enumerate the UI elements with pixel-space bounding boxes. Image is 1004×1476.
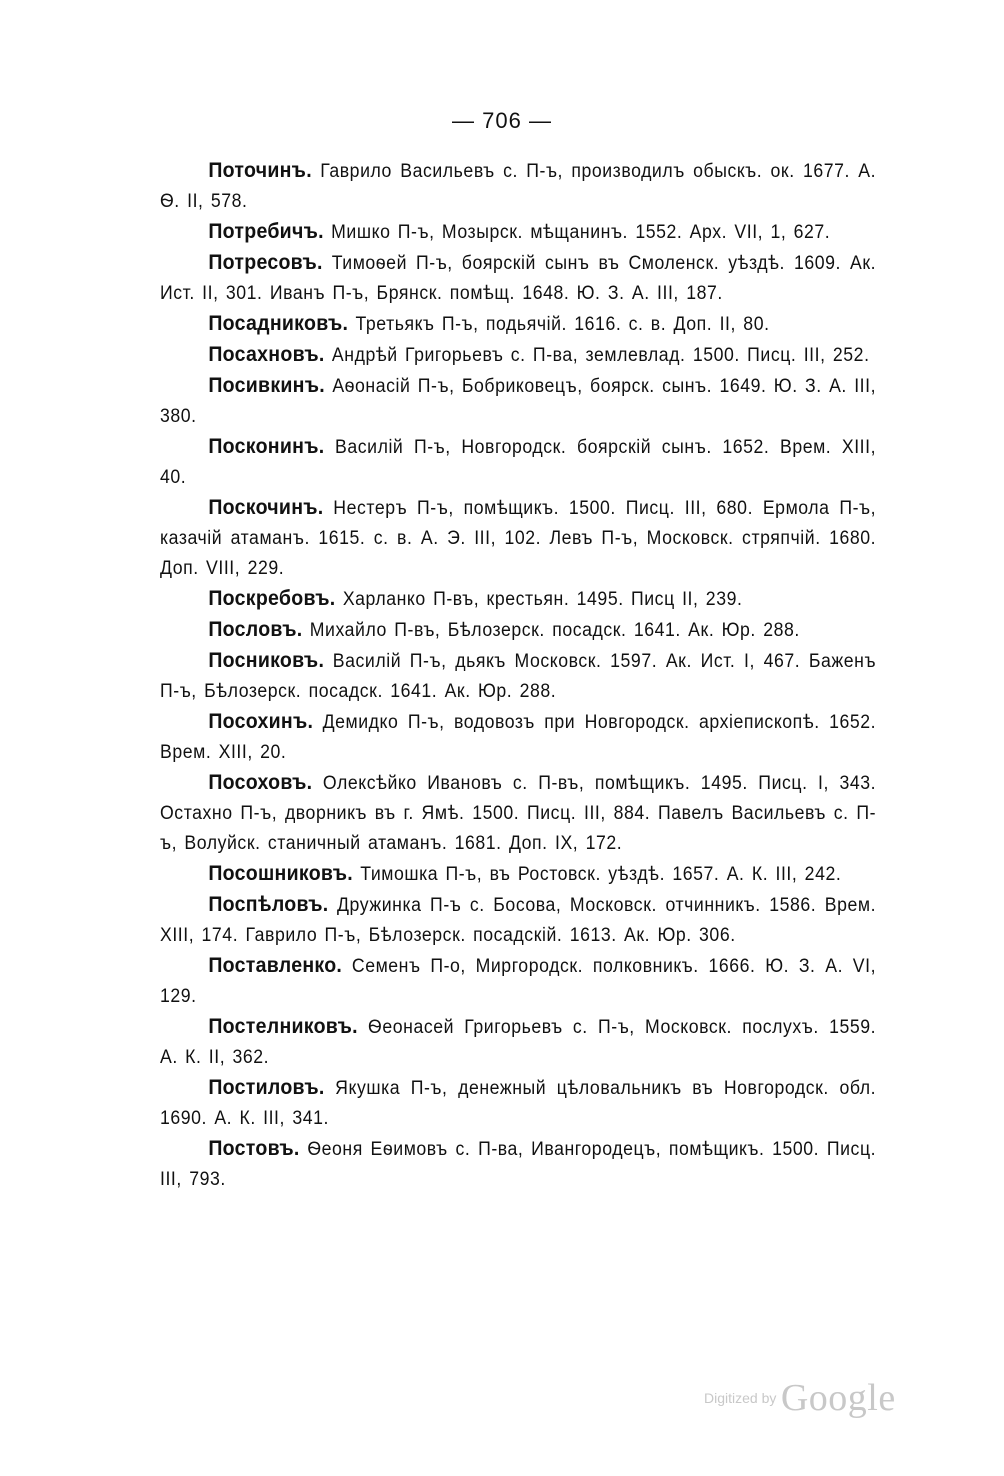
headword: Посошниковъ. xyxy=(208,862,353,885)
entry-text: Третьякъ П-ъ, подьячій. 1616. с. в. Доп. II, 80. xyxy=(348,314,770,335)
entry-text: Дружинка П-ъ с. Босова, Московск. отчинникъ. 1586. Врем. XIII, 174. Гаврило П-ъ, Бѣлозерск. посадскій. 1613. Ак. Юр. 306. xyxy=(160,895,877,946)
headword: Поточинъ. xyxy=(208,159,312,182)
entry xyxy=(160,584,876,615)
headword: Посоховъ. xyxy=(208,771,313,794)
entry-list xyxy=(160,156,876,1195)
watermark-small-text: Digitized by xyxy=(704,1390,777,1406)
entry xyxy=(160,1073,876,1134)
entry xyxy=(160,859,876,890)
headword: Постиловъ. xyxy=(208,1076,325,1099)
entry xyxy=(160,646,876,707)
entry-text: Ѳеоня Еѳимовъ с. П-ва, Ивангородецъ, помѣщикъ. 1500. Писц. III, 793. xyxy=(160,1139,877,1190)
google-logo-text: Google xyxy=(780,1377,896,1419)
entry-text: Олексѣйко Ивановъ с. П-въ, помѣщикъ. 1495. Писц. I, 343. Остахно П-ъ, дворникъ въ г. Ямѣ. 1500. Писц. III, 884. Павелъ Васильевъ с. П-ъ, Волуйск. станичный атаманъ. 1681. Доп. IX, 172. xyxy=(160,773,877,854)
headword: Постелниковъ. xyxy=(208,1015,358,1038)
entry-text: Ѳеонасей Григорьевъ с. П-ъ, Московск. послухъ. 1559. А. К. II, 362. xyxy=(160,1017,877,1068)
entry xyxy=(160,951,876,1012)
entry-text: Тимоѳей П-ъ, боярскій сынъ въ Смоленск. уѣздѣ. 1609. Ак. Ист. II, 301. Иванъ П-ъ, Брянск. помѣщ. 1648. Ю. З. А. III, 187. xyxy=(160,253,877,304)
entry xyxy=(160,309,876,340)
entry-text: Тимошка П-ъ, въ Ростовск. уѣздѣ. 1657. А. К. III, 242. xyxy=(352,864,842,885)
headword: Посахновъ. xyxy=(208,343,325,366)
entry-text: Гаврило Васильевъ с. П-ъ, производилъ обыскъ. ок. 1677. А. Ѳ. II, 578. xyxy=(160,161,877,212)
headword: Посивкинъ. xyxy=(208,374,325,397)
entry xyxy=(160,707,876,768)
digitized-by-google-watermark xyxy=(704,1376,914,1420)
headword: Посниковъ. xyxy=(208,649,325,672)
entry xyxy=(160,371,876,432)
entry-text: Демидко П-ъ, водовозъ при Новгородск. архіепископѣ. 1652. Врем. XIII, 20. xyxy=(160,712,877,763)
headword: Поспѣловъ. xyxy=(208,893,329,916)
entry-text: Аѳонасій П-ъ, Бобриковецъ, боярск. сынъ. 1649. Ю. З. А. III, 380. xyxy=(160,376,877,427)
entry xyxy=(160,615,876,646)
headword: Потресовъ. xyxy=(208,251,323,274)
headword: Поскребовъ. xyxy=(208,587,336,610)
headword: Посохинъ. xyxy=(208,710,314,733)
entry-text: Семенъ П-о, Миргородск. полковникъ. 1666. Ю. З. А. VI, 129. xyxy=(160,956,877,1007)
entry xyxy=(160,432,876,493)
entry xyxy=(160,340,876,371)
entry xyxy=(160,1134,876,1195)
entry xyxy=(160,248,876,309)
entry-text: Василій П-ъ, Новгородск. боярскій сынъ. 1652. Врем. XIII, 40. xyxy=(160,437,877,488)
entry xyxy=(160,217,876,248)
headword: Пословъ. xyxy=(208,618,303,641)
entry-text: Андрѣй Григорьевъ с. П-ва, землевлад. 1500. Писц. III, 252. xyxy=(324,345,870,366)
entry xyxy=(160,890,876,951)
entry-text: Мишко П-ъ, Мозырск. мѣщанинъ. 1552. Арх. VII, 1, 627. xyxy=(323,222,831,243)
headword: Постовъ. xyxy=(208,1137,300,1160)
headword: Поскочинъ. xyxy=(208,496,324,519)
entry xyxy=(160,493,876,584)
entry xyxy=(160,156,876,217)
entry-text: Якушка П-ъ, денежный цѣловальникъ въ Новгородск. обл. 1690. А. К. III, 341. xyxy=(160,1078,877,1129)
entry xyxy=(160,1012,876,1073)
entry-text: Харланко П-въ, крестьян. 1495. Писц II, 239. xyxy=(335,589,743,610)
headword: Посадниковъ. xyxy=(208,312,349,335)
page-number: — 706 — xyxy=(452,108,552,133)
headword: Посконинъ. xyxy=(208,435,325,458)
entry-text: Михайло П-въ, Бѣлозерск. посадск. 1641. Ак. Юр. 288. xyxy=(302,620,800,641)
entry xyxy=(160,768,876,859)
headword: Поставленко. xyxy=(208,954,343,977)
entry-text: Нестеръ П-ъ, помѣщикъ. 1500. Писц. III, 680. Ермола П-ъ, казачій атаманъ. 1615. с. в. А. Э. III, 102. Левъ П-ъ, Московск. стряпчій. 1680. Доп. VIII, 229. xyxy=(160,498,877,579)
entry-text: Василій П-ъ, дьякъ Московск. 1597. Ак. Ист. I, 467. Баженъ П-ъ, Бѣлозерск. посадск. 1641. Ак. Юр. 288. xyxy=(160,651,877,702)
headword: Потребичъ. xyxy=(208,220,324,243)
